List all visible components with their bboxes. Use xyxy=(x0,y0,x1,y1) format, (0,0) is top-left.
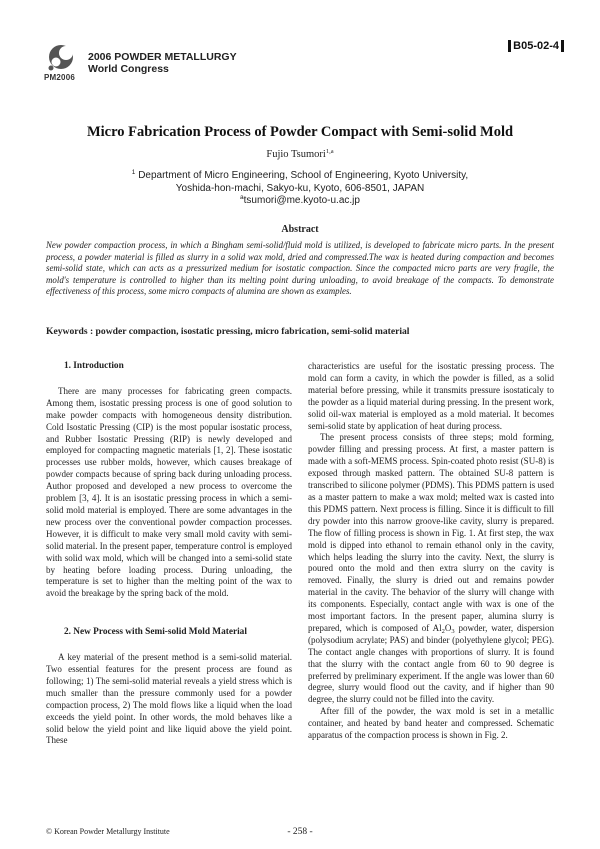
paper-title: Micro Fabrication Process of Powder Compact with Semi-solid Mold xyxy=(86,124,514,140)
conference-line2: World Congress xyxy=(88,63,169,75)
process-paragraph: A key material of the present method is a semi-solid material. Two essential features for the present process are found as following; 1) The semi-solid material reveals a yield stress which is much smaller than the pressure commonly used for a powder compaction process, 2) The mold flows like a liquid when the load exceeds the yield point. In other words, the mold behaves like a solid below the yield point and like liquid above the yield point. These xyxy=(46,652,292,746)
pm2006-logo-icon xyxy=(44,44,78,74)
right-paragraph-2: The present process consists of three steps; mold forming, powder filling and pressing process. At first, a master pattern is made with a soft-MEMS process. Spin-coated photo resist (SU-8) is exposed through masked pattern. The obtained SU-8 pattern is transcribed to silicone polymer (PDMS). This PDMS pattern is used as a master pattern to make a wax mold; melted wax is casted into this PDMS pattern. Next process is filling. Since it is difficult to fill dry powder into this narrow groove-like cavity, slurry is prepared. The flow of filling process is shown in Fig. 1. At first step, the wax mold is dipped into ethanol to remain ethanol only in the cavity, which helps leading the slurry into the cavity. Next, the slurry is poured onto the mold and then extra slurry on the cavity is removed. Finally, the slurry is dried out and remains powder material in the cavity. The behavior of the slurry will change with its components. Especially, contact angle with wax is one of the most important factors. In the present paper, alumina slurry is prepared, which is composed of $Al_2O_3$ powder, water, dispersion (polysodium acrylate; PAS) and binder (polyethylene glycol; PEG). The contact angle changes with proportions of slurry. It is found that the slurry with the contact angle from 60 to 90 degree is preferred by preliminary experiment. If the angle was lower than 60 degree, slurry would flood out the cavity, and if higher than 90 degree, the slurry could not be filled into the cavity. xyxy=(308,432,554,705)
author-name: Fujio Tsumori xyxy=(266,149,326,160)
section2-heading: 2. New Process with Semi-solid Mold Material xyxy=(64,627,247,638)
affil-email: $^a$tsumori@me.kyoto-u.ac.jp xyxy=(240,194,360,206)
keywords: Keywords : powder compaction, isostatic pressing, micro fabrication, semi-solid material xyxy=(46,326,410,337)
author-sup: 1,a xyxy=(325,148,334,155)
right-paragraph-3: After fill of the powder, the wax mold is set in a metallic container, and heated by band heater and compressed. Schematic apparatus of the compaction process is shown in Fig. 2. xyxy=(308,706,554,741)
abstract-heading: Abstract xyxy=(281,224,319,235)
paper-code-text: B05-02-4 xyxy=(513,40,559,52)
right-column xyxy=(308,361,554,742)
right-paragraph-1: characteristics are useful for the isostatic pressing process. The mold can form a cavity, in which the powder is filled, as a solid material before pressing, while it transmits pressure isostaticaly to the powder as a liquid material during pressing. In the present work, solid oil-wax material is employed as a mold material. It becomes semi-solid state by application of heat during process. xyxy=(308,361,554,431)
abstract-text: New powder compaction process, in which a Bingham semi-solid/fluid mold is utilized, is developed to fabricate micro parts. In the present process, a powder material is filled as slurry in a solid wax mold, dried and compressed.The wax is heated during compaction and becomes semi-solid state, which can acts as a pressurized medium for isostatic compaction. Since the compacted micro parts are very fragile, the mold's temperature is controlled to higher than its melting point during unloading, to avoid breakage of the compacts. To demonstrate effectiveness of this process, some micro compacts of alumina are shown as examples. xyxy=(46,240,554,297)
affil-line2: Yoshida-hon-machi, Sakyo-ku, Kyoto, 606-8501, JAPAN xyxy=(175,182,425,194)
section1-heading: 1. Introduction xyxy=(64,361,124,371)
paper-code xyxy=(508,40,564,52)
affil-sup: 1 xyxy=(131,169,136,176)
left-column xyxy=(46,361,292,747)
email-sup: a xyxy=(240,194,244,201)
logo-text: PM2006 xyxy=(44,73,75,82)
affil-line1: $^1$ Department of Micro Engineering, School of Engineering, Kyoto University, xyxy=(131,169,469,181)
conference-name xyxy=(88,51,237,75)
code-left-bar xyxy=(508,40,511,52)
intro-paragraph: There are many processes for fabricating green compacts. Among them, isostatic pressing process is one of good solution to make powder compacts with homogeneous density distribution. Cold Isostatic Pressing (CIP) is the most popular isostatic process, and Rubber Isostatic Pressing (RIP) is newly developed and employed for compacting magnetic materials [1, 2]. These isostatic processes use rubber molds, however, which causes breakage of powder compacts because of spring back during unloading process. Author proposed and developed a new process to overcome the problem [3, 4]. It is an isostatic pressing process in which a semi-solid mold material is employed. There are some advantages in the new process over the conventional powder compaction processes. However, it is difficult to make very small mold cavity with semi-solid material. In the present paper, temperature control is employed with solid wax mold, which will be changed into a semi-solid state by heating before loading process. During unloading, the temperature is set to higher than the melting point of the wax to avoid the breakage by the spring back of the mold. xyxy=(46,385,292,599)
code-right-bar xyxy=(561,40,564,52)
conference-line1: 2006 POWDER METALLURGY xyxy=(88,51,237,63)
author xyxy=(0,149,600,160)
footer-copyright: © Korean Powder Metallurgy Institute xyxy=(46,827,170,836)
affiliation xyxy=(0,170,600,208)
page-number: - 258 - xyxy=(287,827,313,837)
